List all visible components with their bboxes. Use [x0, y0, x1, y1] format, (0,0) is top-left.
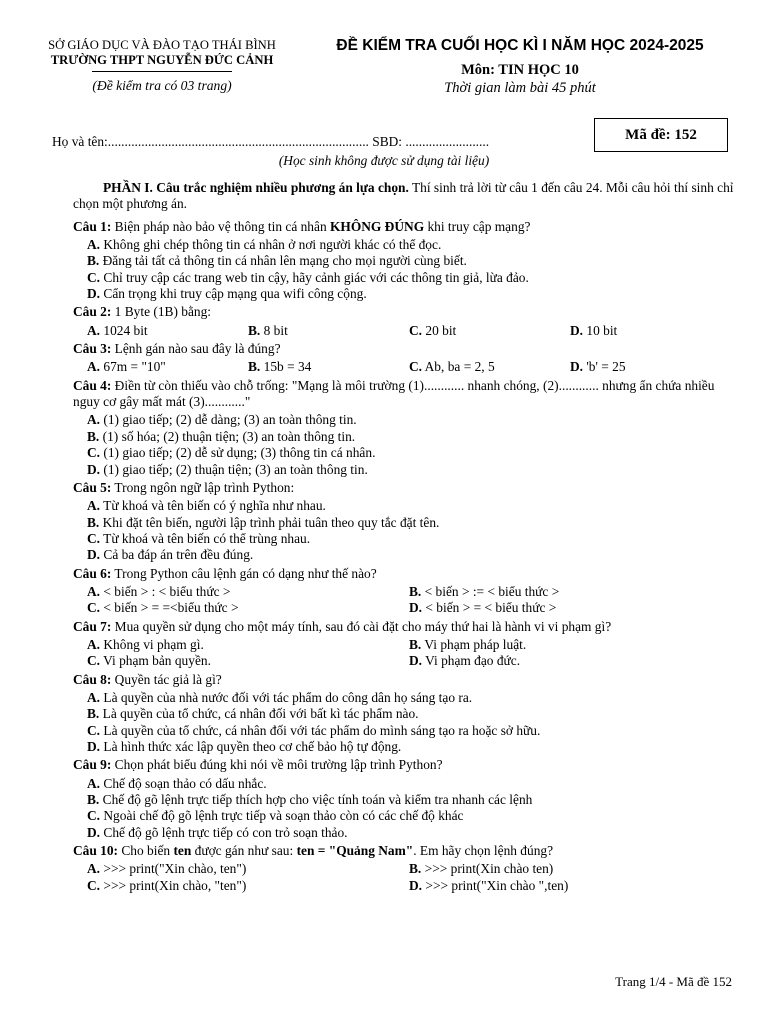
option-label: B.	[87, 792, 100, 808]
options-row	[73, 584, 739, 600]
option-label: C.	[87, 722, 101, 738]
option-text: 8 bit	[263, 322, 288, 338]
option-text: Là quyền của tổ chức, cá nhân đối với tác phẩm do mình sáng tạo ra hoặc sở hữu.	[103, 722, 541, 738]
option-label: B.	[87, 706, 100, 722]
question-9	[73, 757, 739, 841]
option-label: D.	[87, 461, 101, 477]
option-text: Chế độ gõ lệnh trực tiếp có con trỏ soạn thảo.	[103, 824, 348, 840]
question-label: Câu 1:	[73, 218, 112, 234]
question-label: Câu 10:	[73, 843, 119, 859]
option-text: Là quyền của tổ chức, cá nhân đối với bất kì tác phẩm nào.	[102, 706, 419, 722]
question-variable: ten	[173, 843, 192, 859]
option-label: A.	[87, 775, 101, 791]
page-count-note: (Đề kiểm tra có 03 trang)	[92, 77, 232, 93]
option-label: B.	[248, 322, 261, 338]
option-b	[73, 253, 739, 269]
exam-duration: Thời gian làm bài 45 phút	[444, 79, 596, 96]
option-c	[73, 723, 739, 739]
option-label: B.	[248, 359, 261, 375]
question-text: Mua quyền sử dụng cho một máy tính, sau đó cài đặt cho máy thứ hai là hành vi vi phạm gì?	[111, 618, 612, 634]
question-stem	[73, 304, 739, 320]
options-row	[73, 878, 739, 894]
question-text: khi truy cập mạng?	[424, 218, 531, 234]
option-b	[409, 637, 731, 653]
question-label: Câu 8:	[73, 671, 112, 687]
question-text: Chọn phát biểu đúng khi nói về môi trường lập trình Python?	[111, 757, 443, 773]
option-label: D.	[409, 600, 423, 616]
option-a	[87, 637, 409, 653]
option-label: D.	[87, 824, 101, 840]
option-label: C.	[87, 530, 101, 546]
question-text: Trong ngôn ngữ lập trình Python:	[111, 479, 295, 495]
option-b	[73, 515, 739, 531]
option-d	[570, 359, 731, 375]
option-text: >>> print(Xin chào, "ten")	[103, 877, 247, 893]
option-label: A.	[87, 861, 101, 877]
option-label: C.	[87, 877, 101, 893]
option-label: A.	[87, 322, 101, 338]
option-text: (1) giao tiếp; (2) dễ sử dụng; (3) thông tin cá nhân.	[103, 445, 376, 461]
part1-intro	[73, 180, 739, 213]
exam-content	[73, 180, 739, 894]
question-label: Câu 6:	[73, 565, 112, 581]
option-label: A.	[87, 359, 101, 375]
option-label: B.	[87, 514, 100, 530]
option-label: C.	[409, 359, 423, 375]
question-10	[73, 843, 739, 894]
option-a	[73, 690, 739, 706]
option-label: D.	[570, 359, 584, 375]
question-text: Quyền tác giả là gì?	[111, 671, 222, 687]
question-stem	[73, 672, 739, 688]
option-text: Ab, ba = 2, 5	[424, 359, 495, 375]
option-text: Từ khoá và tên biến có ý nghĩa như nhau.	[103, 498, 326, 514]
question-label: Câu 9:	[73, 757, 112, 773]
option-label: D.	[87, 547, 101, 563]
option-label: A.	[87, 237, 101, 253]
options-row	[73, 323, 739, 339]
option-text: Chế độ gõ lệnh trực tiếp thích hợp cho việc tính toán và kiểm tra nhanh các lệnh	[102, 792, 533, 808]
question-text: được gán như sau:	[191, 843, 297, 859]
option-c	[73, 808, 739, 824]
question-text: Lệnh gán nào sau đây là đúng?	[111, 341, 281, 357]
school-header	[22, 38, 302, 94]
option-text: Vi phạm bản quyền.	[103, 653, 211, 669]
option-text: Cẩn trọng khi truy cập mạng qua wifi công cộng.	[103, 286, 367, 302]
option-label: D.	[87, 739, 101, 754]
question-stem	[73, 566, 739, 582]
option-text: Không ghi chép thông tin cá nhân ở nơi người khác có thể đọc.	[103, 237, 442, 253]
option-text: < biến > = =<biểu thức >	[103, 600, 239, 616]
option-text: Đăng tải tất cả thông tin cá nhân lên mạng cho mọi người cùng biết.	[102, 253, 467, 269]
option-label: B.	[87, 253, 100, 269]
option-text: Chỉ truy cập các trang web tin cậy, hãy cảnh giác với các thông tin giả, lừa đảo.	[103, 269, 529, 285]
option-d	[570, 323, 731, 339]
option-text: Là hình thức xác lập quyền theo cơ chế bảo hộ tự động.	[103, 739, 402, 754]
option-d	[73, 825, 739, 841]
option-text: (1) giao tiếp; (2) thuận tiện; (3) an toàn thông tin.	[103, 461, 368, 477]
option-b	[248, 323, 409, 339]
option-b	[409, 861, 731, 877]
question-label: Câu 4:	[73, 377, 112, 393]
question-2	[73, 304, 739, 339]
option-text: < biến > : < biểu thức >	[103, 583, 231, 599]
part1-heading: PHẦN I. Câu trắc nghiệm nhiều phương án lựa chọn.	[103, 180, 409, 195]
options-row	[73, 637, 739, 653]
student-info-line: Họ và tên:.............................................................................. SBD: .........................	[52, 134, 490, 149]
option-text: Cả ba đáp án trên đều đúng.	[103, 547, 254, 563]
option-d	[73, 462, 739, 478]
option-label: D.	[409, 653, 423, 669]
options-row	[73, 861, 739, 877]
question-text: Biện pháp nào bảo vệ thông tin cá nhân	[111, 218, 330, 234]
question-label: Câu 3:	[73, 341, 112, 357]
question-4	[73, 378, 739, 478]
option-label: D.	[409, 877, 423, 893]
question-stem	[73, 843, 739, 859]
question-7	[73, 619, 739, 670]
question-text: Điền từ còn thiếu vào chỗ trống: "Mạng là môi trường (1)............ nhanh chóng, (2)............ nhưng ẩn chứa nhiều nguy cơ gây mất mát (3)............"	[73, 377, 715, 410]
option-text: Vi phạm đạo đức.	[425, 653, 521, 669]
option-a	[87, 584, 409, 600]
question-stem	[73, 378, 739, 411]
option-b	[73, 706, 739, 722]
option-label: B.	[409, 861, 422, 877]
option-label: C.	[87, 269, 101, 285]
question-6	[73, 566, 739, 617]
question-1	[73, 219, 739, 303]
exam-header	[310, 36, 730, 98]
option-text: Là quyền của nhà nước đối với tác phẩm do công dân họ sáng tạo ra.	[103, 689, 473, 705]
no-documents-note: (Học sinh không được sử dụng tài liệu)	[278, 153, 490, 168]
question-stem	[73, 219, 739, 235]
option-label: A.	[87, 412, 101, 428]
option-b	[409, 584, 731, 600]
question-8	[73, 672, 739, 756]
option-label: B.	[409, 636, 422, 652]
option-d	[409, 600, 731, 616]
option-a	[87, 359, 248, 375]
option-label: A.	[87, 583, 101, 599]
option-c	[87, 653, 409, 669]
option-a	[87, 323, 248, 339]
options-row	[73, 359, 739, 375]
part1-instruction: Thí sinh trả lời từ câu 1 đến câu 24. Mỗi câu hỏi thí sinh chỉ chọn một phương án.	[73, 180, 734, 212]
option-label: C.	[409, 322, 423, 338]
option-text: 1024 bit	[103, 322, 148, 338]
page-footer: Trang 1/4 - Mã đề 152	[615, 974, 732, 989]
option-a	[73, 776, 739, 792]
option-a	[73, 498, 739, 514]
question-stem	[73, 619, 739, 635]
option-c	[87, 878, 409, 894]
exam-title: ĐỀ KIỂM TRA CUỐI HỌC KÌ I NĂM HỌC 2024-2025	[336, 37, 704, 54]
option-text: 67m = "10"	[103, 359, 166, 375]
option-text: 10 bit	[586, 322, 618, 338]
option-b	[73, 429, 739, 445]
exam-subject: Môn: TIN HỌC 10	[461, 62, 579, 79]
question-label: Câu 5:	[73, 479, 112, 495]
exam-code-box	[594, 118, 728, 152]
option-text: (1) giao tiếp; (2) dễ dàng; (3) an toàn thông tin.	[103, 412, 357, 428]
option-text: < biến > = < biểu thức >	[425, 600, 557, 616]
option-label: C.	[87, 808, 101, 824]
option-label: A.	[87, 636, 101, 652]
option-c	[73, 531, 739, 547]
option-a	[73, 237, 739, 253]
option-text: Từ khoá và tên biến có thể trùng nhau.	[103, 530, 311, 546]
option-c	[73, 270, 739, 286]
option-label: D.	[87, 286, 101, 302]
option-text: 20 bit	[425, 322, 457, 338]
option-a	[87, 861, 409, 877]
option-text: Chế độ soạn thảo có dấu nhắc.	[103, 775, 267, 791]
option-text: >>> print("Xin chào, ten")	[103, 861, 247, 877]
option-text: 'b' = 25	[586, 359, 626, 375]
question-stem	[73, 480, 739, 496]
option-c	[73, 445, 739, 461]
option-label: C.	[87, 445, 101, 461]
option-d	[409, 653, 731, 669]
question-label: Câu 7:	[73, 618, 112, 634]
option-label: A.	[87, 498, 101, 514]
option-a	[73, 412, 739, 428]
question-label: Câu 2:	[73, 304, 112, 320]
option-label: C.	[87, 653, 101, 669]
option-d	[73, 547, 739, 563]
option-label: B.	[409, 583, 422, 599]
option-text: Vi phạm pháp luật.	[424, 636, 527, 652]
options-row	[73, 653, 739, 669]
question-text: . Em hãy chọn lệnh đúng?	[413, 843, 554, 859]
question-text: 1 Byte (1B) bằng:	[111, 304, 211, 320]
option-text: Khi đặt tên biến, người lập trình phải tuân theo quy tắc đặt tên.	[102, 514, 440, 530]
option-text: < biến > := < biểu thức >	[424, 583, 560, 599]
question-stem	[73, 341, 739, 357]
option-c	[87, 600, 409, 616]
option-text: 15b = 34	[263, 359, 312, 375]
option-label: C.	[87, 600, 101, 616]
option-c	[409, 359, 570, 375]
question-text: Cho biến	[118, 843, 174, 859]
question-emphasis: KHÔNG ĐÚNG	[330, 218, 425, 234]
option-label: D.	[570, 322, 584, 338]
question-3	[73, 341, 739, 376]
school-name: TRƯỜNG THPT NGUYỄN ĐỨC CẢNH	[50, 53, 274, 68]
option-c	[409, 323, 570, 339]
option-text: Không vi phạm gì.	[103, 636, 204, 652]
option-b	[73, 792, 739, 808]
option-text: >>> print("Xin chào ",ten)	[425, 877, 569, 893]
options-row	[73, 600, 739, 616]
option-text: Ngoài chế độ gõ lệnh trực tiếp và soạn thảo còn có các chế độ khác	[103, 808, 464, 824]
option-d	[73, 286, 739, 302]
option-d	[73, 739, 739, 755]
option-text: (1) số hóa; (2) thuận tiện; (3) an toàn thông tin.	[102, 428, 356, 444]
option-d	[409, 878, 731, 894]
header-underline	[92, 71, 232, 72]
option-label: B.	[87, 428, 100, 444]
option-label: A.	[87, 689, 101, 705]
question-5	[73, 480, 739, 564]
option-b	[248, 359, 409, 375]
question-assignment: ten = "Quảng Nam"	[296, 843, 414, 859]
exam-code: Mã đề: 152	[625, 126, 697, 143]
option-text: >>> print(Xin chào ten)	[424, 861, 554, 877]
department-name: SỞ GIÁO DỤC VÀ ĐÀO TẠO THÁI BÌNH	[48, 38, 276, 52]
question-stem	[73, 757, 739, 773]
question-text: Trong Python câu lệnh gán có dạng như thế nào?	[111, 565, 377, 581]
